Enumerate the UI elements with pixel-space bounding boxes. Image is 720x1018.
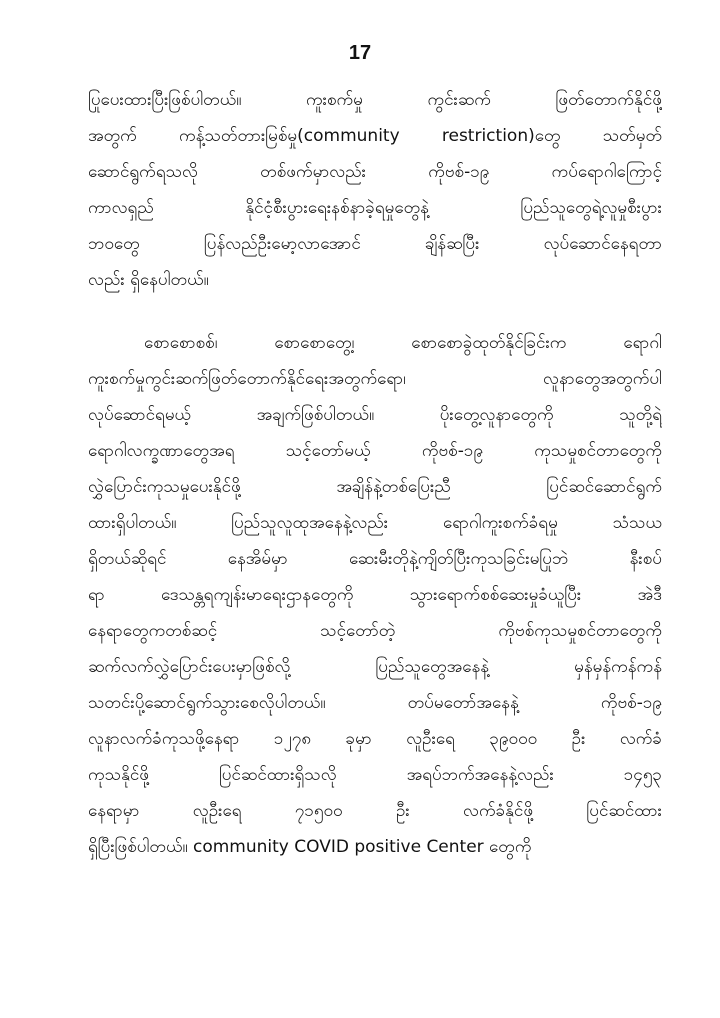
paragraph-1-line-3: ဆောင်ရွက်ရသလို တစ်ဖက်မှာလည်း ကိုဗစ်-၁၉ ကပ်ရောဂါကြောင့်	[88, 162, 662, 182]
paragraph-2-line-13: ကုသနိုင်ဖို့ ပြင်ဆင်ထားရှိသလို အရပ်ဘက်အနေနဲ့လည်း ၁၄၅၃	[88, 765, 662, 785]
paragraph-2-line-6: ထားရှိပါတယ်။ ပြည်သူလူထုအနေနဲ့လည်း ရောဂါကူးစက်ခံရမှု သံသယ	[88, 513, 662, 533]
paragraph-2-line-8: ရာ ဒေသန္တရကျန်းမာရေးဌာနတွေကို သွားရောက်စစ်ဆေးမှုခံယူပြီး အဲဒီ	[88, 585, 662, 605]
paragraph-2-line-1: စောစောစစ်၊ စောစောတွေ့၊ စောစောခွဲထုတ်နိုင်ခြင်းက ရောဂါ	[144, 333, 662, 353]
paragraph-1	[88, 82, 662, 298]
page-number: 17	[348, 42, 372, 64]
paragraph-2-line-3: လုပ်ဆောင်ရမယ့် အချက်ဖြစ်ပါတယ်။ ပိုးတွေ့လူနာတွေကို သူတို့ရဲ့	[88, 405, 662, 425]
paragraph-1-line-2: အတွက် ကန့်သတ်တားမြစ်မှု(community restriction)တွေ သတ်မှတ်	[88, 126, 662, 146]
paragraph-2-line-5: လွှဲပြောင်းကုသမှုပေးနိုင်ဖို့ အချိန်နဲ့တစ်ပြေးညီ ပြင်ဆင်ဆောင်ရွက်	[88, 477, 662, 497]
paragraph-2-line-4: ရောဂါလက္ခဏာတွေအရ သင့်တော်မယ့် ကိုဗစ်-၁၉ ကုသမှုစင်တာတွေကို	[88, 441, 662, 461]
paragraph-2	[88, 325, 662, 865]
paragraph-2-line-14: နေရာမှာ လူဦးရေ ၇၁၅၀၀ ဦး လက်ခံနိုင်ဖို့ ပြင်ဆင်ထား	[88, 801, 662, 821]
paragraph-2-line-15: ရှိပြီးဖြစ်ပါတယ်။ community COVID positive Center တွေကို	[88, 837, 532, 857]
paragraph-1-line-4: ကာလရှည် နိုင်ငံ့စီးပွားရေးနစ်နာခဲ့ရမှုတွေနဲ့ ပြည်သူတွေရဲ့လူမှုစီးပွား	[88, 198, 662, 218]
paragraph-1-line-5: ဘဝတွေ ပြန်လည်ဦးမော့လာအောင် ချိန်ဆပြီး လုပ်ဆောင်နေရတာ	[88, 234, 662, 254]
paragraph-2-line-10: ဆက်လက်လွှဲပြောင်းပေးမှာဖြစ်လို့ ပြည်သူတွေအနေနဲ့ မှန်မှန်ကန်ကန်	[88, 657, 662, 677]
paragraph-2-line-7: ရှိတယ်ဆိုရင် နေအိမ်မှာ ဆေးမီးတိုနဲ့ကျိတ်ပြီးကုသခြင်းမပြုဘဲ နီးစပ်	[88, 549, 662, 569]
paragraph-2-line-9: နေရာတွေကတစ်ဆင့် သင့်တော်တဲ့ ကိုဗစ်ကုသမှုစင်တာတွေကို	[88, 621, 662, 641]
paragraph-1-line-1: ပြုပေးထားပြီးဖြစ်ပါတယ်။ ကူးစက်မှု ကွင်းဆက် ဖြတ်တောက်နိုင်ဖို့	[88, 90, 662, 110]
paragraph-1-line-6: လည်း ရှိနေပါတယ်။	[88, 270, 209, 290]
paragraph-2-line-11: သတင်းပို့ဆောင်ရွက်သွားစေလိုပါတယ်။ တပ်မတော်အနေနဲ့ ကိုဗစ်-၁၉	[88, 693, 662, 713]
paragraph-2-line-12: လူနာလက်ခံကုသဖို့နေရာ ၁၂၇၈ ခုမှာ လူဦးရေ ၃၉၀၀၀ ဦး လက်ခံ	[88, 729, 662, 749]
paragraph-2-line-2: ကူးစက်မှုကွင်းဆက်ဖြတ်တောက်နိုင်ရေးအတွက်ရော၊ လူနာတွေအတွက်ပါ	[88, 369, 662, 389]
